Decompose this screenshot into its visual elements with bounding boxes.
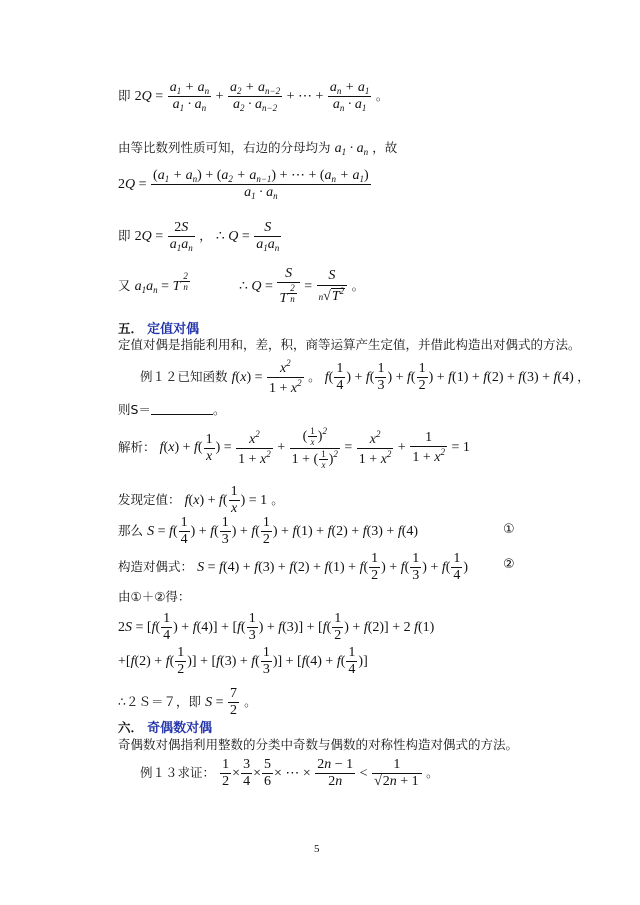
formula: S = $\frac{7}{2}$ [205,686,238,719]
discover-constant: 发现定值： f(x) + f( $\frac{1}{x}$ ) = 1 。 [118,484,284,517]
formula: 2Q = $\frac{a_1 + a_n}{a_1 \cdot a_n}$ + $\frac{a_2 + a_{n-2}}{a_2 \cdot a_{n-2}}$ + ⋯ + $\frac{a_n + a_1}{a_n \cdot a_1}$ [134,80,370,114]
sep: ， [199,227,212,243]
equation-2s-line2 [118,645,368,678]
example-12-question: 则S＝ 。 [118,402,226,417]
equation-q-root: 又 $a_1a_n = T$ $^{\frac{2}{n}}$ ∴ Q = S T $^{\frac{2}{n}}$ = $\frac{S}{n√T^2}$ 。 [118,266,365,306]
text-geometric-property [118,138,397,157]
example-12: 例１２已知函数 f(x) = $\frac{x^2}{1 + x^2}$ 。 f( $\frac{1}{4}$ ) + f( $\frac{1}{3}$ ) + f( $\frac{1}{2}$ ) + f(1) + f(2) + f(3) + f(4) ， [140,358,590,397]
equation-2q-combined [118,168,372,202]
text: 由等比数列性质可知，右边的分母均为 [118,140,331,155]
prefix-you: 又 [118,277,131,293]
formula: +[f(2) + f( $\frac{1}{2}$ )] + [f(3) + f( $\frac{1}{3}$ )] + [f(4) + f( $\frac{1}{4}$ )] [118,645,368,678]
sum-s-forward [118,515,418,548]
discover-label: 发现定值： [118,491,181,507]
formula: 2Q = $\frac{2S}{a_1a_n}$ [134,220,193,254]
answer-blank [151,403,213,415]
example-13: 例１３求证： $\frac{1}{2}$ × $\frac{3}{4}$ × $\frac{5}{6}$ × ⋯ × $\frac{2n - 1}{2n}$ < $\frac{1}{√2n + 1}$ 。 [140,757,439,790]
sum-s-reverse [118,551,468,584]
equation-q-result: 即 2Q = $\frac{2S}{a_1a_n}$ ， ∴ Q = $\frac{S}{a_1a_n}$ [118,220,280,254]
then-label: 那么 [118,522,144,538]
analysis-line [118,426,470,470]
formula: S = f(4) + f(3) + f(2) + f(1) + f( $\frac{1}{2}$ ) + f( $\frac{1}{3}$ ) + f( $\frac{1}{4}$ ) [197,551,469,584]
formula: 2Q = $\frac{(a_1 + a_n) + (a_2 + a_{n-1}) + \cdots + (a_n + a_1)}{a_1 \cdot a_n}$ [118,168,369,202]
section-6-heading [118,717,212,736]
formula: S = f( $\frac{1}{4}$ ) + f( $\frac{1}{3}$ ) + f( $\frac{1}{2}$ ) + f(1) + f(2) + f(3) + f(4) [147,515,419,548]
derive-label: 由①＋②得： [118,589,191,604]
section-6-description: 奇偶数对偶指利用整数的分类中奇数与偶数的对称性构造对偶式的方法。 [118,737,519,752]
example-label: 例１３求证： [140,764,216,780]
equation-2s-line1 [118,611,434,644]
inequality: $\frac{1}{2}$ × $\frac{3}{4}$ × $\frac{5}{6}$ × ⋯ × $\frac{2n - 1}{2n}$ < $\frac{1}{√2n + 1}$ [219,766,426,781]
conclusion: ∴２Ｓ＝７，即 S = $\frac{7}{2}$ 。 [118,686,257,719]
section-5-description: 定值对偶是指能利用和，差，积，商等运算产生定值，并借此构造出对偶式的方法。 [118,337,581,352]
page-number: 5 [314,843,320,855]
conclusion-label: ∴２Ｓ＝７，即 [118,693,201,709]
analysis-label: 解析： [118,439,156,455]
suffix: ，故 [372,140,398,155]
equation-2q-sum [118,80,388,114]
formula: $a_1a_n = T$ $^{\frac{2}{n}}$ [134,270,188,295]
suffix: 。 [351,277,365,293]
construct-label: 构造对偶式： [118,558,194,574]
section-number: 五． [118,321,144,336]
formula: f(x) + f( $\frac{1}{x}$ ) = 1 [184,484,268,517]
suffix: 。 [375,88,389,104]
formula: 2S = [f( $\frac{1}{4}$ ) + f(4)] + [f( $\frac{1}{3}$ ) + f(3)] + [f( $\frac{1}{2}$ ) + f(2)] + 2 f(1) [118,611,435,644]
marker-2: ② [503,557,515,572]
function-def: f(x) = $\frac{x^2}{1 + x^2}$ [231,358,302,397]
section-number: 六． [118,720,144,735]
sum-expression: f( $\frac{1}{4}$ ) + f( $\frac{1}{3}$ ) + f( $\frac{1}{2}$ ) + f(1) + f(2) + f(3) + f(4) [324,361,574,394]
formula: f(x) + f( $\frac{1}{x}$ ) = $\frac{x^2}{1 + x^2}$ + ( $\frac{1}{x}$ )$^2$ 1 + ( $\frac{1}{x}$ )$^2$ = $\frac{x^2}{1 + x^2}$ + $\frac{1}{1 + x^2}$ = 1 [159,426,470,471]
prefix-ji: 即 [118,227,131,243]
formula: $a_1 \cdot a_n$ [334,141,369,157]
section-title: 奇偶数对偶 [147,721,213,736]
prefix-ji: 即 [118,88,131,104]
example-label: 例１２已知函数 [140,368,228,384]
section-title: 定值对偶 [147,322,200,337]
marker-1: ① [503,522,515,537]
